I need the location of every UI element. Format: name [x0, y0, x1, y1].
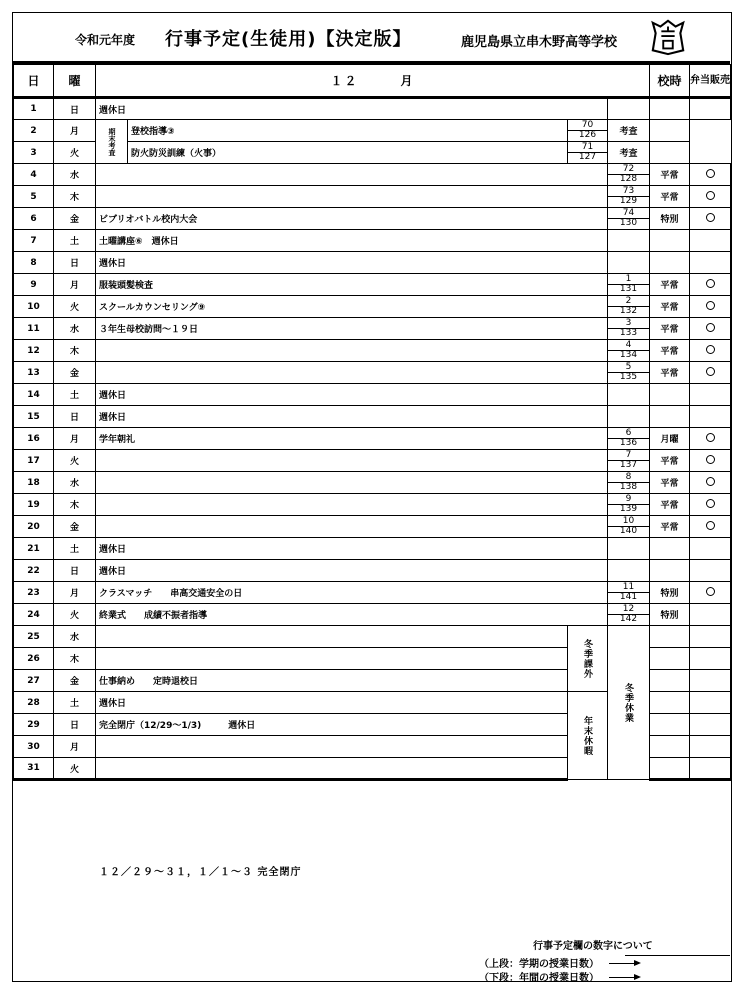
lesson-count-cell [608, 296, 650, 318]
weekday-cell: 日 [54, 252, 96, 274]
period-cell [650, 230, 690, 252]
period-cell [650, 714, 690, 736]
bento-cell [690, 208, 731, 230]
bento-cell [690, 560, 731, 582]
event-cell [96, 450, 608, 472]
weekday-cell: 月 [54, 428, 96, 450]
table-row [14, 450, 731, 472]
weekday-cell: 日 [54, 560, 96, 582]
event-cell [96, 736, 568, 758]
term-lesson-count: 12 [608, 605, 649, 615]
day-cell: 19 [14, 494, 54, 516]
day-cell: 9 [14, 274, 54, 296]
table-row [14, 274, 731, 296]
bento-available-icon [706, 455, 715, 464]
period-cell: 平常 [650, 274, 690, 296]
event-cell: 週休日 [96, 252, 608, 274]
year-end-cell [568, 692, 608, 780]
period-cell: 平常 [650, 186, 690, 208]
table-row [14, 384, 731, 406]
bento-cell [690, 472, 731, 494]
lesson-count-cell [608, 362, 650, 384]
bento-cell [690, 406, 731, 428]
period-cell [650, 538, 690, 560]
table-row [14, 516, 731, 538]
winter-break-label: 冬季休業 [623, 682, 633, 723]
period-cell: 特別 [650, 604, 690, 626]
year-lesson-count: 140 [619, 526, 638, 536]
bento-cell [690, 230, 731, 252]
day-cell: 5 [14, 186, 54, 208]
exam-label: 期末考査 [108, 127, 116, 156]
event-cell: ３年生母校訪問～１９日 [96, 318, 608, 340]
bento-cell [650, 120, 690, 142]
bento-cell [690, 582, 731, 604]
bento-cell [650, 142, 690, 164]
year-lesson-count: 137 [619, 460, 638, 470]
column-header-period: 校時 [650, 65, 690, 98]
period-cell [650, 758, 690, 780]
column-header-bento: 弁当販売 [690, 65, 731, 98]
calendar-table [13, 64, 731, 781]
day-cell: 30 [14, 736, 54, 758]
page-title: 行事予定(生徒用)【決定版】 [165, 29, 412, 50]
bento-available-icon [706, 301, 715, 310]
day-cell: 23 [14, 582, 54, 604]
event-cell [96, 164, 608, 186]
day-cell: 24 [14, 604, 54, 626]
weekday-cell: 金 [54, 362, 96, 384]
period-cell: 平常 [650, 164, 690, 186]
day-cell: 20 [14, 516, 54, 538]
table-row [14, 560, 731, 582]
event-cell [96, 340, 608, 362]
period-cell: 特別 [650, 582, 690, 604]
term-lesson-count: 5 [608, 363, 649, 373]
day-cell: 18 [14, 472, 54, 494]
year-lesson-count: 131 [619, 284, 638, 294]
term-lesson-count: 2 [608, 297, 649, 307]
bento-cell [690, 164, 731, 186]
term-lesson-count: 72 [608, 165, 649, 175]
weekday-cell: 土 [54, 230, 96, 252]
day-cell: 27 [14, 670, 54, 692]
legend-lower: （下段：年間の授業日数） [479, 973, 599, 984]
lesson-count-cell [608, 208, 650, 230]
event-cell [96, 648, 568, 670]
period-cell: 平常 [650, 494, 690, 516]
table-row [14, 164, 731, 186]
period-cell [650, 648, 690, 670]
bento-available-icon [706, 191, 715, 200]
term-lesson-count: 1 [608, 275, 649, 285]
weekday-cell: 月 [54, 274, 96, 296]
table-row [14, 340, 731, 362]
weekday-cell: 月 [54, 736, 96, 758]
year-lesson-count: 127 [578, 152, 597, 162]
event-cell [96, 186, 608, 208]
school-emblem-icon [649, 18, 687, 56]
column-header-weekday: 曜 [54, 65, 96, 98]
period-cell [650, 626, 690, 648]
lesson-count-cell [608, 384, 650, 406]
period-cell [650, 560, 690, 582]
table-row [14, 582, 731, 604]
table-row [14, 208, 731, 230]
period-cell: 平常 [650, 296, 690, 318]
lesson-count-cell [568, 142, 608, 164]
day-cell: 26 [14, 648, 54, 670]
bento-cell [690, 758, 731, 780]
table-row [14, 472, 731, 494]
legend-title: 行事予定欄の数字について [533, 941, 653, 952]
term-lesson-count: 73 [608, 187, 649, 197]
period-cell: 平常 [650, 318, 690, 340]
table-row [14, 252, 731, 274]
event-cell: 土曜講座⑥ 週休日 [96, 230, 608, 252]
bento-cell [690, 252, 731, 274]
day-cell: 1 [14, 98, 54, 120]
weekday-cell: 金 [54, 208, 96, 230]
day-cell: 11 [14, 318, 54, 340]
day-cell: 13 [14, 362, 54, 384]
day-cell: 14 [14, 384, 54, 406]
lesson-count-cell [608, 340, 650, 362]
weekday-cell: 火 [54, 604, 96, 626]
year-lesson-count: 128 [619, 174, 638, 184]
day-cell: 28 [14, 692, 54, 714]
table-row [14, 494, 731, 516]
event-cell: 週休日 [96, 538, 608, 560]
event-cell: 週休日 [96, 384, 608, 406]
weekday-cell: 水 [54, 164, 96, 186]
weekday-cell: 土 [54, 384, 96, 406]
bento-cell [690, 670, 731, 692]
legend-arrow-lower [609, 977, 639, 978]
day-cell: 12 [14, 340, 54, 362]
bento-available-icon [706, 587, 715, 596]
legend-upper: （上段：学期の授業日数） [479, 959, 599, 970]
bento-cell [690, 626, 731, 648]
bento-cell [690, 340, 731, 362]
weekday-cell: 日 [54, 406, 96, 428]
period-cell [650, 692, 690, 714]
weekday-cell: 金 [54, 670, 96, 692]
table-row [14, 626, 731, 648]
event-cell: ビブリオバトル校内大会 [96, 208, 608, 230]
column-header-month: １２ 月 [96, 65, 650, 98]
year-lesson-count: 132 [619, 306, 638, 316]
bento-available-icon [706, 521, 715, 530]
lesson-count-cell [608, 604, 650, 626]
table-row [14, 318, 731, 340]
event-cell [96, 362, 608, 384]
year-lesson-count: 141 [619, 592, 638, 602]
table-row [14, 186, 731, 208]
weekday-cell: 火 [54, 758, 96, 780]
day-cell: 7 [14, 230, 54, 252]
weekday-cell: 月 [54, 582, 96, 604]
event-cell: クラスマッチ 串高交通安全の日 [96, 582, 608, 604]
bento-cell [690, 604, 731, 626]
lesson-count-cell [608, 582, 650, 604]
period-cell: 平常 [650, 450, 690, 472]
day-cell: 31 [14, 758, 54, 780]
day-cell: 8 [14, 252, 54, 274]
year-lesson-count: 134 [619, 350, 638, 360]
event-cell [96, 472, 608, 494]
term-lesson-count: 71 [568, 143, 607, 153]
term-lesson-count: 8 [608, 473, 649, 483]
event-cell: 週休日 [96, 560, 608, 582]
weekday-cell: 日 [54, 98, 96, 120]
table-row [14, 296, 731, 318]
term-lesson-count: 9 [608, 495, 649, 505]
day-cell: 6 [14, 208, 54, 230]
bento-cell [690, 318, 731, 340]
lesson-count-cell [608, 494, 650, 516]
event-cell: 週休日 [96, 406, 608, 428]
day-cell: 3 [14, 142, 54, 164]
table-row [14, 604, 731, 626]
exam-label-cell [96, 120, 128, 164]
event-cell: 登校指導③ [128, 120, 568, 142]
term-lesson-count: 70 [568, 121, 607, 131]
lesson-count-cell [608, 450, 650, 472]
term-lesson-count: 74 [608, 209, 649, 219]
day-cell: 17 [14, 450, 54, 472]
weekday-cell: 金 [54, 516, 96, 538]
weekday-cell: 水 [54, 318, 96, 340]
term-lesson-count: 6 [608, 429, 649, 439]
period-cell: 特別 [650, 208, 690, 230]
year-lesson-count: 142 [619, 614, 638, 624]
bento-available-icon [706, 279, 715, 288]
bento-cell [690, 384, 731, 406]
bento-cell [690, 186, 731, 208]
column-header-day: 日 [14, 65, 54, 98]
table-row [14, 120, 731, 142]
period-cell: 平常 [650, 362, 690, 384]
table-row [14, 98, 731, 120]
bento-available-icon [706, 477, 715, 486]
legend-arrow-upper [609, 963, 639, 964]
year-end-label: 年末休暇 [582, 715, 592, 756]
year-lesson-count: 126 [578, 130, 597, 140]
weekday-cell: 木 [54, 648, 96, 670]
day-cell: 21 [14, 538, 54, 560]
event-cell [96, 494, 608, 516]
bento-available-icon [706, 499, 715, 508]
closure-note: １２／２９～３１，１／１～３ 完全閉庁 [99, 867, 302, 878]
bento-cell [690, 296, 731, 318]
period-cell: 考査 [608, 142, 650, 164]
lesson-count-cell [608, 252, 650, 274]
lesson-count-cell [608, 538, 650, 560]
table-row [14, 362, 731, 384]
bento-available-icon [706, 169, 715, 178]
year-lesson-count: 136 [619, 438, 638, 448]
period-cell [650, 252, 690, 274]
period-cell [650, 98, 690, 120]
weekday-cell: 土 [54, 692, 96, 714]
legend-line [625, 955, 730, 956]
bento-cell [690, 736, 731, 758]
period-cell [650, 384, 690, 406]
bento-cell [690, 362, 731, 384]
event-cell [96, 626, 568, 648]
event-cell [96, 516, 608, 538]
bento-cell [690, 714, 731, 736]
lesson-count-cell [608, 472, 650, 494]
lesson-count-cell [608, 560, 650, 582]
day-cell: 4 [14, 164, 54, 186]
weekday-cell: 水 [54, 626, 96, 648]
bento-cell [690, 428, 731, 450]
period-cell [650, 670, 690, 692]
table-row [14, 428, 731, 450]
bento-available-icon [706, 213, 715, 222]
bento-cell [690, 516, 731, 538]
event-cell: 週休日 [96, 692, 568, 714]
event-cell: 学年朝礼 [96, 428, 608, 450]
day-cell: 10 [14, 296, 54, 318]
table-row [14, 230, 731, 252]
weekday-cell: 火 [54, 142, 96, 164]
weekday-cell: 木 [54, 494, 96, 516]
fiscal-year: 令和元年度 [75, 33, 136, 47]
year-lesson-count: 130 [619, 218, 638, 228]
bento-available-icon [706, 367, 715, 376]
day-cell: 16 [14, 428, 54, 450]
year-lesson-count: 138 [619, 482, 638, 492]
sheet-header [13, 13, 730, 64]
bento-available-icon [706, 345, 715, 354]
term-lesson-count: 10 [608, 517, 649, 527]
event-cell: 仕事納め 定時退校日 [96, 670, 568, 692]
period-cell [650, 406, 690, 428]
lesson-count-cell [568, 120, 608, 142]
day-cell: 2 [14, 120, 54, 142]
winter-extra-label: 冬季課外 [582, 638, 592, 679]
bento-cell [690, 538, 731, 560]
lesson-count-cell [608, 98, 650, 120]
bento-cell [690, 450, 731, 472]
weekday-cell: 木 [54, 186, 96, 208]
lesson-count-cell [608, 186, 650, 208]
day-cell: 22 [14, 560, 54, 582]
weekday-cell: 月 [54, 120, 96, 142]
lesson-count-cell [608, 318, 650, 340]
lesson-count-cell [608, 164, 650, 186]
lesson-count-cell [608, 230, 650, 252]
year-lesson-count: 139 [619, 504, 638, 514]
column-header-row [14, 65, 731, 98]
period-cell [650, 736, 690, 758]
period-cell: 平常 [650, 472, 690, 494]
event-cell: 終業式 成績不振者指導 [96, 604, 608, 626]
weekday-cell: 水 [54, 472, 96, 494]
bento-cell [690, 648, 731, 670]
event-cell: 週休日 [96, 98, 608, 120]
bento-available-icon [706, 323, 715, 332]
lesson-count-cell [608, 516, 650, 538]
weekday-cell: 木 [54, 340, 96, 362]
schedule-sheet [12, 12, 732, 982]
day-cell: 25 [14, 626, 54, 648]
event-cell: スクールカウンセリング⑨ [96, 296, 608, 318]
table-row [14, 538, 731, 560]
term-lesson-count: 3 [608, 319, 649, 329]
period-cell: 平常 [650, 516, 690, 538]
year-lesson-count: 135 [619, 372, 638, 382]
table-row [14, 406, 731, 428]
bento-cell [690, 494, 731, 516]
weekday-cell: 日 [54, 714, 96, 736]
bento-cell [690, 692, 731, 714]
period-cell: 考査 [608, 120, 650, 142]
term-lesson-count: 7 [608, 451, 649, 461]
weekday-cell: 火 [54, 450, 96, 472]
lesson-count-cell [608, 428, 650, 450]
event-cell: 防火防災訓練（火事） [128, 142, 568, 164]
bento-cell [690, 98, 731, 120]
lesson-count-cell [608, 406, 650, 428]
bento-cell [690, 274, 731, 296]
period-cell: 月曜 [650, 428, 690, 450]
year-lesson-count: 129 [619, 196, 638, 206]
weekday-cell: 土 [54, 538, 96, 560]
event-cell: 服装頭髪検査 [96, 274, 608, 296]
lesson-count-cell [608, 274, 650, 296]
period-cell: 平常 [650, 340, 690, 362]
year-lesson-count: 133 [619, 328, 638, 338]
bento-available-icon [706, 433, 715, 442]
event-cell: 完全閉庁（12/29～1/3) 週休日 [96, 714, 568, 736]
event-cell [96, 758, 568, 780]
term-lesson-count: 4 [608, 341, 649, 351]
day-cell: 15 [14, 406, 54, 428]
winter-extra-cell [568, 626, 608, 692]
day-cell: 29 [14, 714, 54, 736]
school-name: 鹿児島県立串木野高等学校 [461, 35, 618, 50]
weekday-cell: 火 [54, 296, 96, 318]
term-lesson-count: 11 [608, 583, 649, 593]
winter-break-cell [608, 626, 650, 780]
